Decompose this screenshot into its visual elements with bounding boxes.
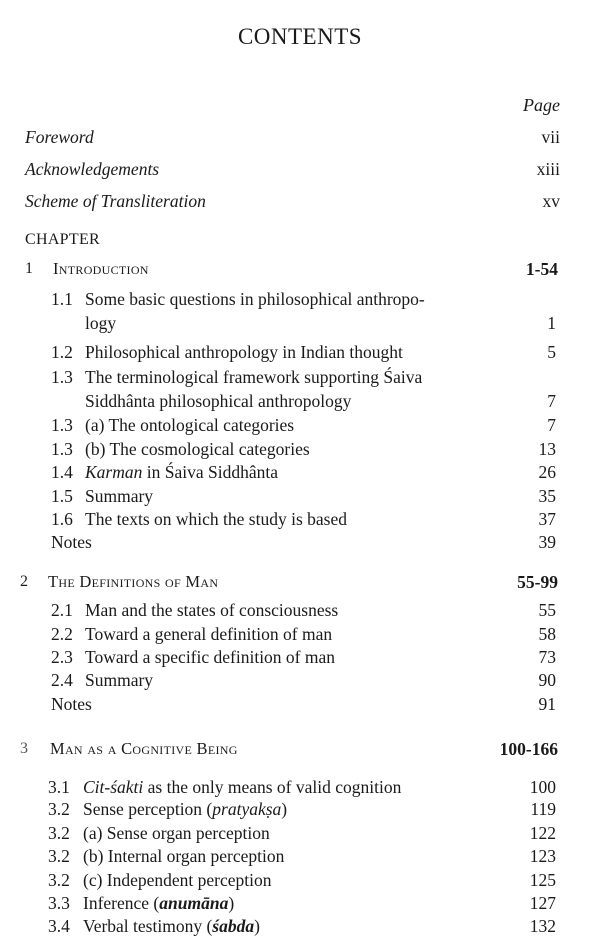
section-page: 122	[529, 823, 556, 843]
section-title: Notes	[51, 532, 92, 552]
title-pre: Verbal testimony (	[83, 916, 213, 936]
chapter-2-heading	[0, 570, 600, 594]
entry-page: xv	[542, 191, 560, 211]
page-column-label: Page	[523, 95, 560, 115]
chapter-title: The Definitions of Man	[48, 572, 219, 591]
section-title: Some basic questions in philosophical anthropo-	[85, 289, 425, 309]
toc-section	[0, 914, 600, 938]
section-title: Philosophical anthropology in Indian thought	[85, 342, 403, 362]
section-title: The texts on which the study is based	[85, 509, 347, 529]
section-page: 13	[538, 439, 556, 459]
italic-term: Karman	[85, 462, 143, 482]
entry-page: vii	[541, 127, 560, 147]
section-page: 7	[547, 391, 556, 411]
toc-section	[0, 460, 600, 484]
section-page: 132	[529, 916, 556, 936]
section-page: 73	[538, 647, 556, 667]
entry-title: Scheme of Transliteration	[25, 191, 206, 211]
toc-section-continuation	[0, 389, 600, 413]
section-title: Siddhânta philosophical anthropology	[85, 391, 352, 411]
section-number: 3.4	[48, 916, 70, 936]
entry-title: Acknowledgements	[25, 159, 160, 179]
toc-section	[0, 775, 600, 799]
toc-section	[0, 507, 600, 531]
toc-section	[0, 844, 600, 868]
entry-page: xiii	[536, 159, 560, 179]
toc-section	[0, 645, 600, 669]
section-number: 1.4	[51, 462, 73, 482]
title-post: )	[254, 916, 260, 936]
chapter-number: 2	[20, 573, 28, 590]
section-page: 100	[529, 777, 556, 797]
chapter-1-heading	[0, 257, 600, 281]
toc-section	[0, 437, 600, 461]
section-number: 2.1	[51, 600, 73, 620]
section-page: 123	[529, 846, 556, 866]
section-page: 26	[538, 462, 556, 482]
section-number: 3.3	[48, 893, 70, 913]
page-title: CONTENTS	[237, 24, 363, 49]
section-title	[83, 797, 287, 821]
section-page: 1	[547, 313, 556, 333]
section-title	[83, 914, 260, 938]
toc-section	[0, 287, 600, 311]
toc-section	[0, 365, 600, 389]
section-title: Toward a specific definition of man	[85, 647, 336, 667]
section-title: Summary	[85, 486, 154, 506]
section-number: 1.3	[51, 439, 73, 459]
toc-section	[0, 868, 600, 892]
section-page: 91	[538, 694, 556, 714]
toc-section-continuation	[0, 311, 600, 335]
section-number: 3.2	[48, 870, 70, 890]
title-pre: Inference (	[83, 893, 160, 913]
section-title	[85, 460, 278, 484]
toc-section	[0, 668, 600, 692]
chapter-column-heading: CHAPTER	[25, 231, 100, 248]
section-number: 2.2	[51, 624, 73, 644]
chapter-title: Introduction	[53, 259, 149, 278]
section-number: 1.5	[51, 486, 73, 506]
section-title: Man and the states of consciousness	[85, 600, 339, 620]
chapter-number: 1	[25, 260, 33, 277]
section-page: 5	[547, 342, 556, 362]
section-title	[83, 891, 234, 915]
section-page: 90	[538, 670, 556, 690]
toc-section	[0, 484, 600, 508]
section-title: Toward a general definition of man	[85, 624, 333, 644]
section-title: (c) Independent perception	[83, 870, 272, 890]
section-page: 7	[547, 415, 556, 435]
section-page: 125	[529, 870, 556, 890]
title-pre: Sense perception (	[83, 799, 213, 819]
section-number: 2.3	[51, 647, 73, 667]
section-number: 3.2	[48, 799, 70, 819]
title-rest: in Śaiva Siddhânta	[142, 462, 278, 482]
section-title: (b) The cosmological categories	[85, 439, 310, 459]
section-number: 3.1	[48, 777, 70, 797]
section-number: 1.2	[51, 342, 73, 362]
section-number: 1.6	[51, 509, 73, 529]
section-title: (b) Internal organ perception	[83, 846, 285, 866]
title-post: )	[228, 893, 235, 913]
section-title: logy	[85, 313, 117, 333]
toc-section	[0, 622, 600, 646]
section-page: 55	[538, 600, 556, 620]
toc-notes	[0, 530, 600, 554]
title-rest: as the only means of valid cognition	[143, 777, 402, 797]
section-page: 39	[538, 532, 556, 552]
toc-section	[0, 821, 600, 845]
section-number: 1.3	[51, 367, 73, 387]
chapter-number: 3	[20, 740, 28, 757]
section-title	[83, 775, 401, 799]
italic-term: śabda	[212, 916, 255, 936]
toc-entry-foreword	[0, 125, 600, 149]
toc-section	[0, 797, 600, 821]
toc-section	[0, 598, 600, 622]
chapter-pages: 1-54	[525, 259, 558, 279]
toc-entry-acknowledgements	[0, 157, 600, 181]
toc-section	[0, 413, 600, 437]
section-page: 58	[538, 624, 556, 644]
italic-term: anumāna	[159, 893, 229, 913]
section-title: (a) The ontological categories	[85, 415, 295, 435]
toc-section	[0, 891, 600, 915]
entry-title: Foreword	[25, 127, 94, 147]
toc-section	[0, 340, 600, 364]
toc-notes	[0, 692, 600, 716]
section-number: 3.2	[48, 823, 70, 843]
section-number: 3.2	[48, 846, 70, 866]
section-title: Summary	[85, 670, 154, 690]
section-page: 37	[538, 509, 556, 529]
section-number: 2.4	[51, 670, 73, 690]
italic-term: Cit-śakti	[83, 777, 144, 797]
chapter-pages: 100-166	[499, 739, 558, 759]
chapter-title: Man as a Cognitive Being	[50, 739, 238, 758]
section-number: 1.1	[51, 289, 73, 309]
title-post: )	[281, 799, 288, 819]
section-title: The terminological framework supporting Śaiva	[85, 367, 423, 387]
section-page: 119	[530, 799, 556, 819]
section-title: Notes	[51, 694, 92, 714]
section-page: 35	[538, 486, 556, 506]
section-page: 127	[529, 893, 556, 913]
chapter-3-heading	[0, 737, 600, 761]
section-title: (a) Sense organ perception	[83, 823, 270, 843]
italic-term: pratyakṣa	[212, 799, 282, 819]
toc-entry-transliteration	[0, 189, 600, 213]
chapter-pages: 55-99	[517, 572, 558, 592]
section-number: 1.3	[51, 415, 73, 435]
